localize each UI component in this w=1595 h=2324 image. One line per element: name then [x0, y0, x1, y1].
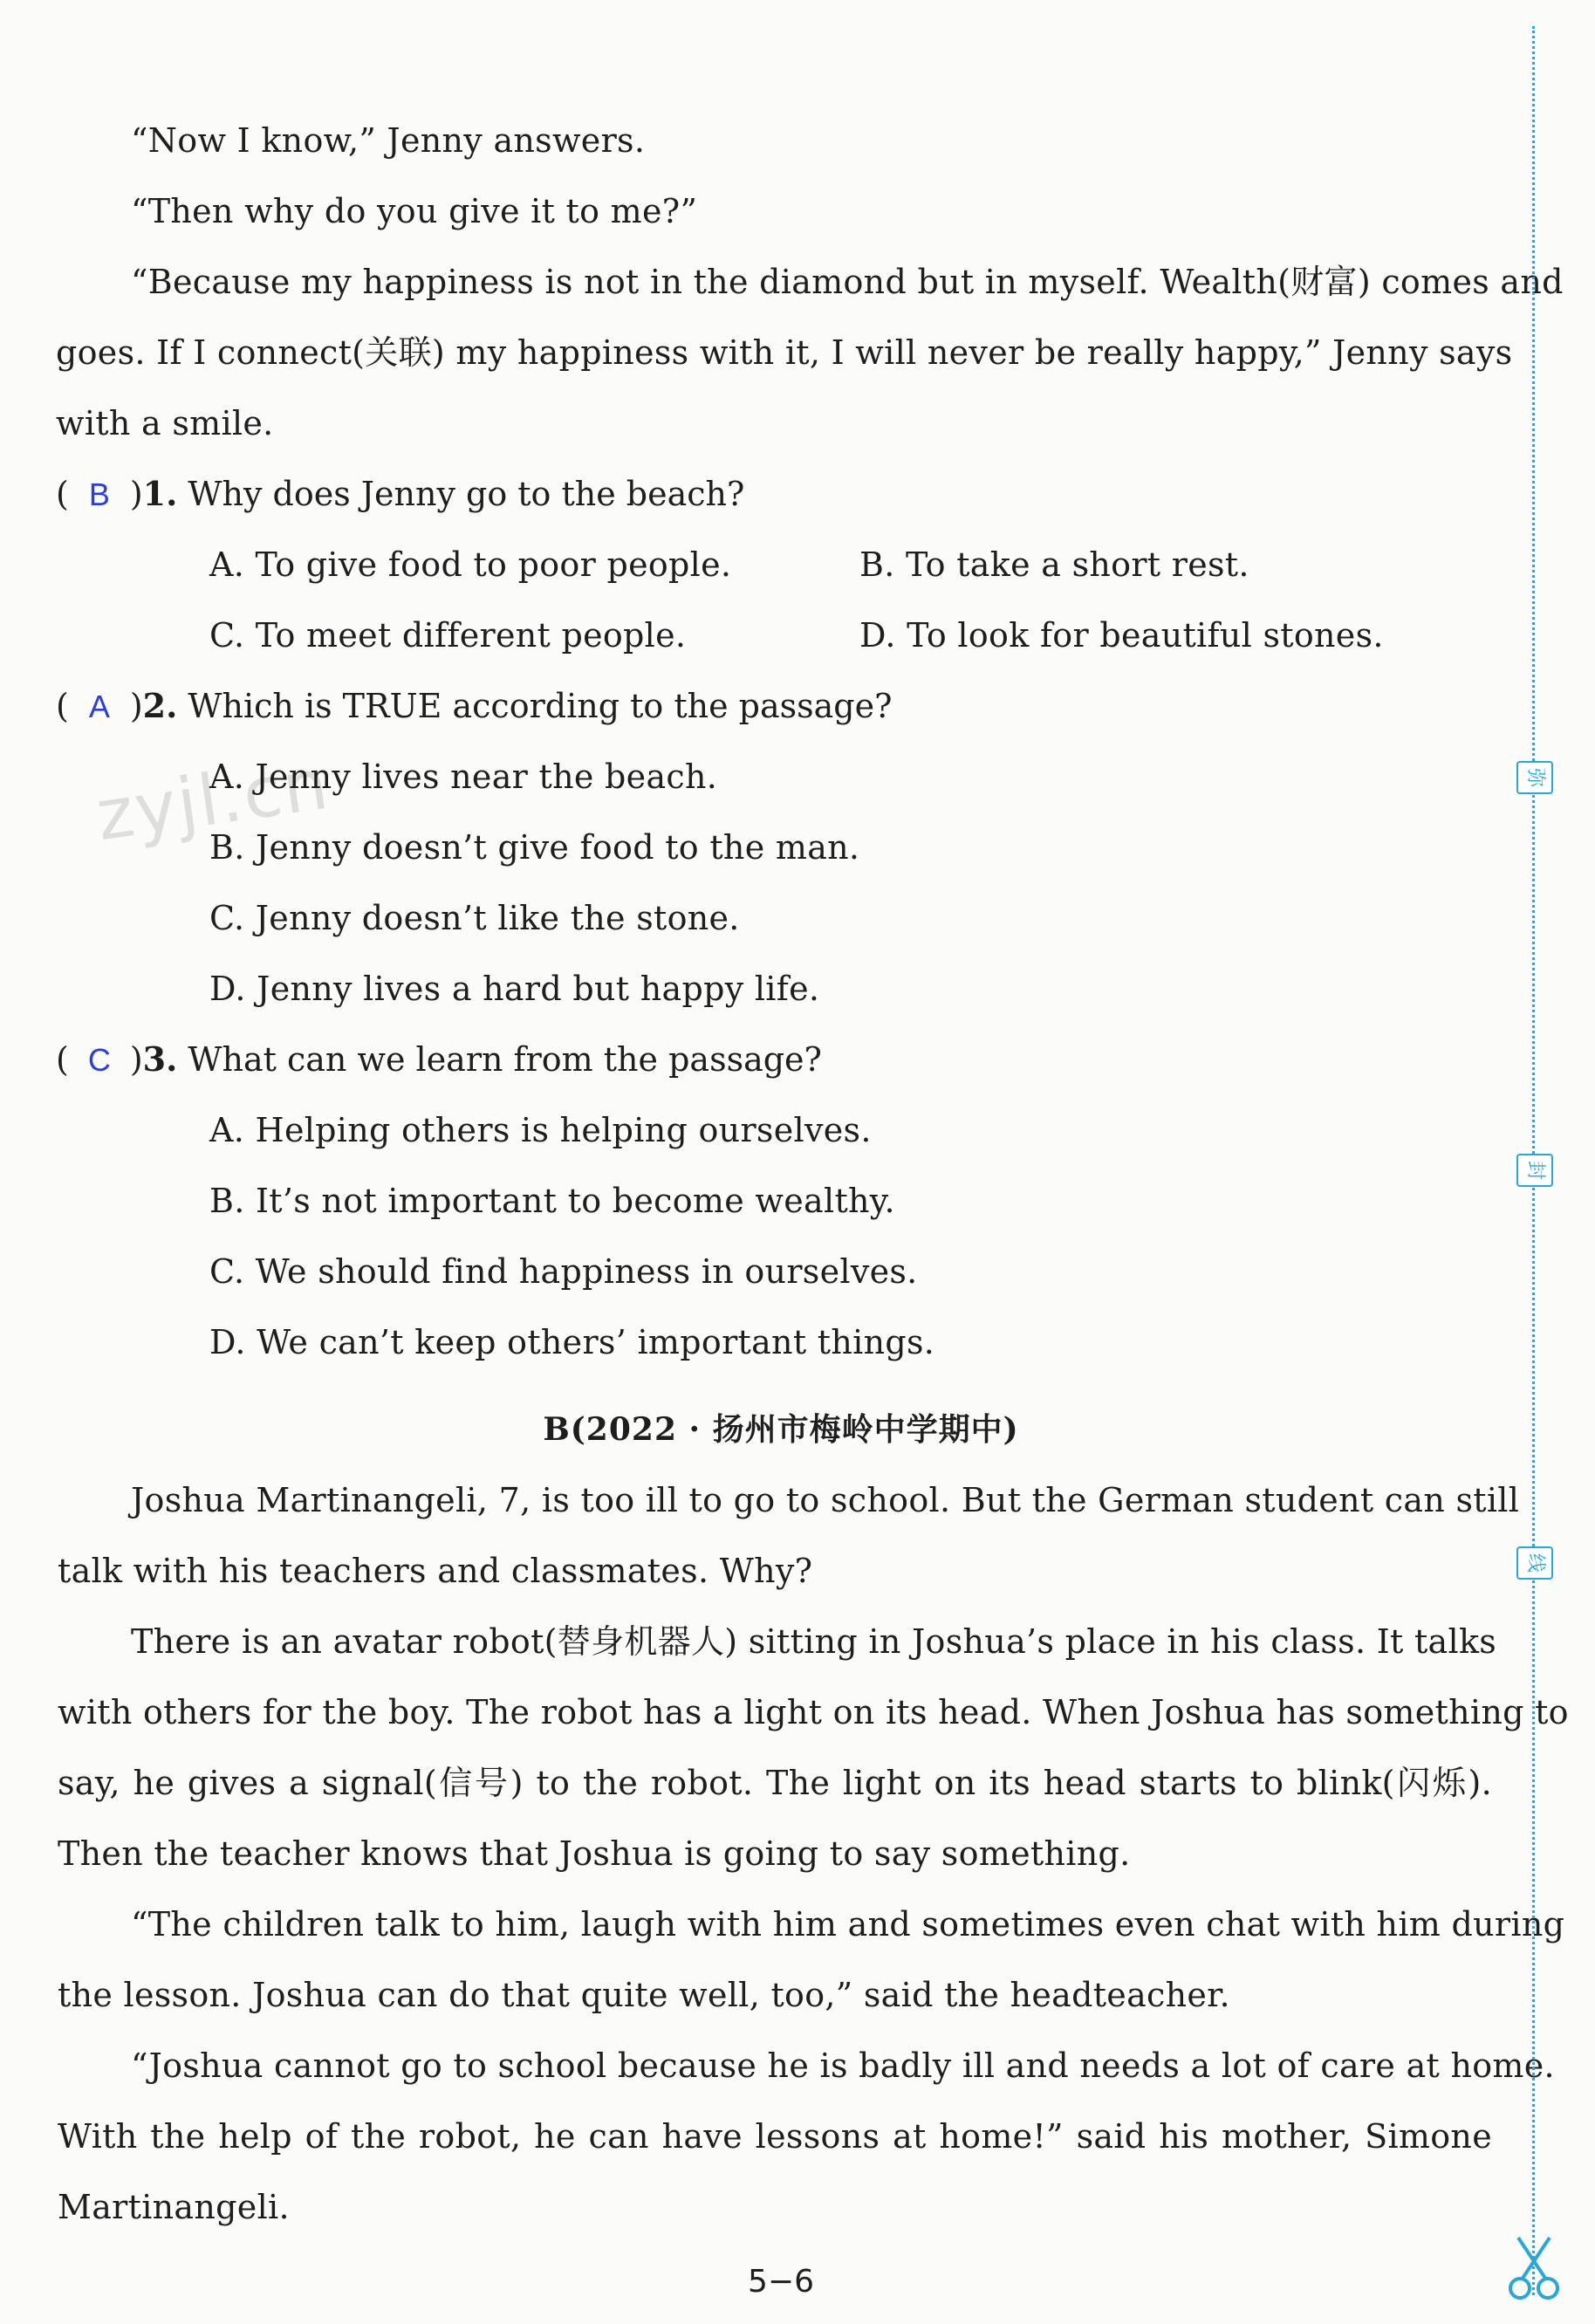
- passage-line: “Joshua cannot go to school because he is badly ill and needs a lot of care at home.: [131, 2046, 1555, 2085]
- option-a: A. To give food to poor people.: [209, 545, 732, 584]
- passage-line: There is an avatar robot(替身机器人) sitting in Joshua’s place in his class. It talks: [131, 1622, 1497, 1661]
- question-number: 2.: [142, 686, 178, 725]
- passage-line: talk with his teachers and classmates. Why?: [58, 1552, 813, 1590]
- option-a: A. Helping others is helping ourselves.: [209, 1111, 872, 1149]
- passage-line: Martinangeli.: [58, 2188, 290, 2226]
- option-b: B. Jenny doesn’t give food to the man.: [209, 828, 860, 867]
- question-number: 3.: [142, 1039, 178, 1079]
- question-2-stem: ( A )2. Which is TRUE according to the passage?: [56, 686, 893, 725]
- watermark: zyjl.cn: [91, 743, 335, 857]
- passage-line: “The children talk to him, laugh with him and sometimes even chat with him during: [131, 1905, 1565, 1944]
- passage-line: “Because my happiness is not in the diamond but in myself. Wealth(财富) comes and: [131, 263, 1564, 301]
- answer-3: C: [87, 1042, 111, 1078]
- passage-line: Then the teacher knows that Joshua is going to say something.: [58, 1834, 1131, 1873]
- page-number: 5−6: [748, 2264, 814, 2300]
- question-number: 1.: [142, 474, 178, 513]
- passage-line: “Then why do you give it to me?”: [131, 192, 698, 230]
- question-text: Why does Jenny go to the beach?: [188, 475, 745, 513]
- question-3-stem: ( C )3. What can we learn from the passage?: [56, 1039, 822, 1079]
- option-c: C. Jenny doesn’t like the stone.: [209, 899, 740, 937]
- passage-line: with others for the boy. The robot has a light on its head. When Joshua has something to: [58, 1693, 1569, 1731]
- option-b: B. It’s not important to become wealthy.: [209, 1182, 895, 1220]
- passage-line: “Now I know,” Jenny answers.: [131, 121, 646, 160]
- option-c: C. To meet different people.: [209, 616, 687, 655]
- option-c: C. We should find happiness in ourselves.: [209, 1252, 918, 1291]
- scissors-icon: [1508, 2234, 1560, 2304]
- option-d: D. We can’t keep others’ important things.: [209, 1323, 935, 1361]
- passage-line: Joshua Martinangeli, 7, is too ill to go to school. But the German student can still: [131, 1481, 1520, 1519]
- passage-line: the lesson. Joshua can do that quite well, too,” said the headteacher.: [58, 1976, 1230, 2014]
- question-text: Which is TRUE according to the passage?: [188, 687, 893, 725]
- margin-tag: 线: [1516, 1546, 1553, 1580]
- option-d: D. Jenny lives a hard but happy life.: [209, 970, 820, 1008]
- passage-line: with a smile.: [56, 404, 274, 442]
- option-a: A. Jenny lives near the beach.: [209, 758, 718, 796]
- option-d: D. To look for beautiful stones.: [859, 616, 1384, 655]
- passage-line: goes. If I connect(关联) my happiness with it, I will never be really happy,” Jenny says: [56, 333, 1513, 372]
- question-1-stem: ( B )1. Why does Jenny go to the beach?: [56, 474, 745, 513]
- option-b: B. To take a short rest.: [859, 545, 1249, 584]
- question-text: What can we learn from the passage?: [188, 1040, 822, 1079]
- section-b-heading: B(2022 · 扬州市梅岭中学期中): [543, 1411, 1019, 1448]
- answer-1: B: [88, 476, 110, 512]
- answer-2: A: [88, 689, 110, 724]
- passage-line: say, he gives a signal(信号) to the robot. The light on its head starts to blink(闪烁).: [58, 1764, 1492, 1802]
- passage-line: With the help of the robot, he can have lessons at home!” said his mother, Simone: [58, 2117, 1492, 2156]
- margin-tag: 封: [1516, 1154, 1553, 1187]
- margin-tag: 弥: [1516, 761, 1553, 794]
